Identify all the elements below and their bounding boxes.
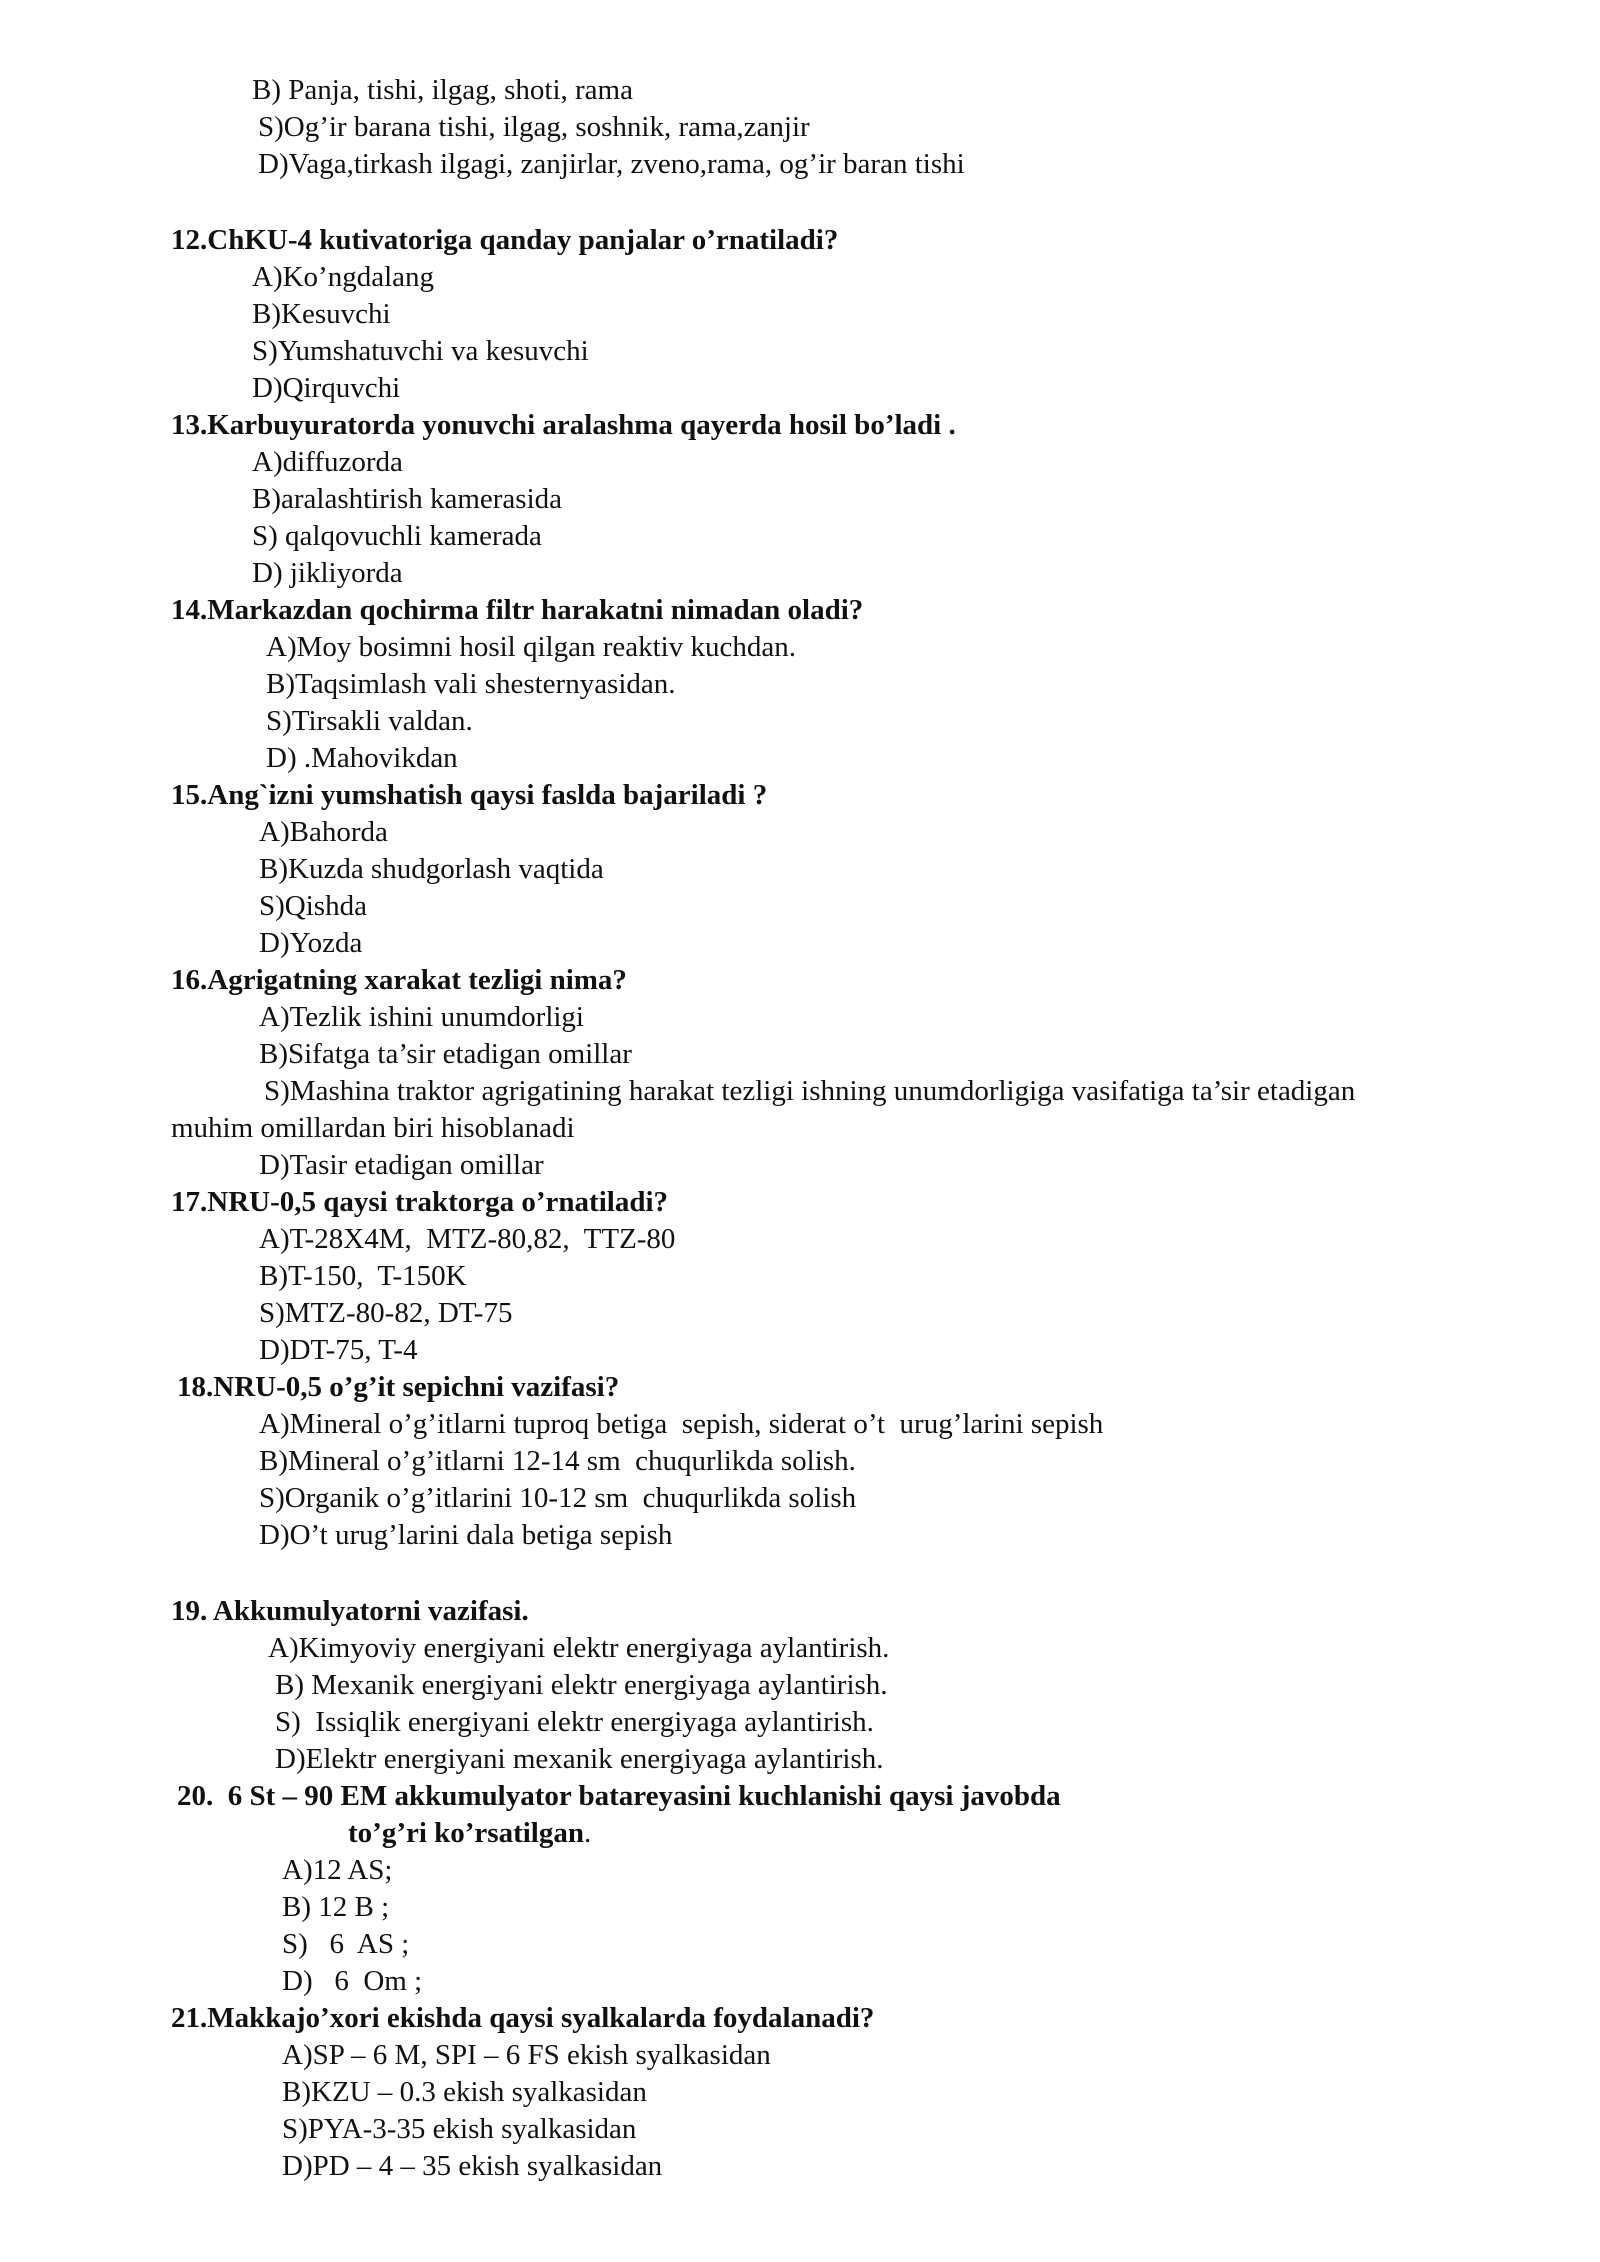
answer-option: S)Og’ir barana tishi, ilgag, soshnik, rama,zanjir xyxy=(258,111,810,143)
answer-option: A)diffuzorda xyxy=(252,446,403,478)
answer-option: B)Sifatga ta’sir etadigan omillar xyxy=(259,1038,632,1070)
question-20-text-end: to’g’ri ko’rsatilgan xyxy=(348,1817,584,1849)
question-12: 12.ChKU-4 kutivatoriga qanday panjalar o’rnatiladi? xyxy=(171,224,839,256)
answer-option: D)Qirquvchi xyxy=(252,372,401,404)
answer-option: S)PYA-3-35 ekish syalkasidan xyxy=(282,2113,637,2145)
answer-option: A)Tezlik ishini unumdorligi xyxy=(259,1001,584,1033)
answer-option: S) 6 AS ; xyxy=(282,1928,410,1960)
question-14: 14.Markazdan qochirma filtr harakatni nimadan oladi? xyxy=(171,594,864,626)
answer-option: B)Mineral o’g’itlarni 12-14 sm chuqurlikda solish. xyxy=(259,1445,856,1477)
answer-option: S)Yumshatuvchi va kesuvchi xyxy=(252,335,589,367)
answer-option: A)SP – 6 M, SPI – 6 FS ekish syalkasidan xyxy=(282,2039,771,2071)
answer-option: A)T-28X4M, MTZ-80,82, TTZ-80 xyxy=(259,1223,676,1255)
answer-option: A)Kimyoviy energiyani elektr energiyaga aylantirish. xyxy=(268,1632,890,1664)
answer-option-continued: muhim omillardan biri hisoblanadi xyxy=(171,1112,575,1144)
answer-option: B)T-150, T-150K xyxy=(259,1260,467,1292)
answer-option: D)Elektr energiyani mexanik energiyaga aylantirish. xyxy=(275,1743,884,1775)
answer-option: D) 6 Om ; xyxy=(282,1965,423,1997)
answer-option: D)Yozda xyxy=(259,927,363,959)
answer-option: D) jikliyorda xyxy=(252,557,403,589)
answer-option: S)Mashina traktor agrigatining harakat tezligi ishning unumdorligiga vasifatiga ta’sir etadigan xyxy=(264,1075,1356,1107)
answer-option: D)Tasir etadigan omillar xyxy=(259,1149,544,1181)
answer-option: A)Moy bosimni hosil qilgan reaktiv kuchdan. xyxy=(266,631,796,663)
question-15: 15.Ang`izni yumshatish qaysi faslda bajariladi ? xyxy=(171,779,768,811)
question-20-continued xyxy=(348,1815,591,1852)
answer-option: B) 12 B ; xyxy=(282,1891,390,1923)
answer-option: S)Tirsakli valdan. xyxy=(266,705,473,737)
answer-option: A)Ko’ngdalang xyxy=(252,261,435,293)
question-18: 18.NRU-0,5 o’g’it sepichni vazifasi? xyxy=(177,1371,620,1403)
question-19: 19. Akkumulyatorni vazifasi. xyxy=(171,1595,529,1627)
answer-option: D)DT-75, T-4 xyxy=(259,1334,418,1366)
answer-option: D)O’t urug’larini dala betiga sepish xyxy=(259,1519,673,1551)
question-20-period: . xyxy=(584,1817,592,1849)
question-16: 16.Agrigatning xarakat tezligi nima? xyxy=(171,964,627,996)
answer-option: A)Mineral o’g’itlarni tuproq betiga sepish, siderat o’t urug’larini sepish xyxy=(259,1408,1104,1440)
question-20: 20. 6 St – 90 EM akkumulyator batareyasini kuchlanishi qaysi javobda xyxy=(177,1780,1061,1812)
answer-option: D)Vaga,tirkash ilgagi, zanjirlar, zveno,rama, og’ir baran tishi xyxy=(258,148,965,180)
answer-option: B)Kesuvchi xyxy=(252,298,391,330)
answer-option: A)12 AS; xyxy=(282,1854,393,1886)
answer-option: D)PD – 4 – 35 ekish syalkasidan xyxy=(282,2150,663,2182)
question-21: 21.Makkajo’xori ekishda qaysi syalkalarda foydalanadi? xyxy=(171,2002,875,2034)
answer-option: S)Qishda xyxy=(259,890,367,922)
answer-option: B)Taqsimlash vali shesternyasidan. xyxy=(266,668,676,700)
question-13: 13.Karbuyuratorda yonuvchi aralashma qayerda hosil bo’ladi . xyxy=(171,409,956,441)
answer-option: B)KZU – 0.3 ekish syalkasidan xyxy=(282,2076,647,2108)
answer-option: B)aralashtirish kamerasida xyxy=(252,483,563,515)
answer-option: B)Kuzda shudgorlash vaqtida xyxy=(259,853,604,885)
answer-option: A)Bahorda xyxy=(259,816,388,848)
answer-option: S)MTZ-80-82, DT-75 xyxy=(259,1297,513,1329)
answer-option: B) Mexanik energiyani elektr energiyaga aylantirish. xyxy=(275,1669,888,1701)
question-17: 17.NRU-0,5 qaysi traktorga o’rnatiladi? xyxy=(171,1186,669,1218)
answer-option: S) qalqovuchli kamerada xyxy=(252,520,542,552)
answer-option: D) .Mahovikdan xyxy=(266,742,458,774)
answer-option: S) Issiqlik energiyani elektr energiyaga aylantirish. xyxy=(275,1706,874,1738)
answer-option: B) Panja, tishi, ilgag, shoti, rama xyxy=(252,74,633,106)
answer-option: S)Organik o’g’itlarini 10-12 sm chuqurlikda solish xyxy=(259,1482,857,1514)
